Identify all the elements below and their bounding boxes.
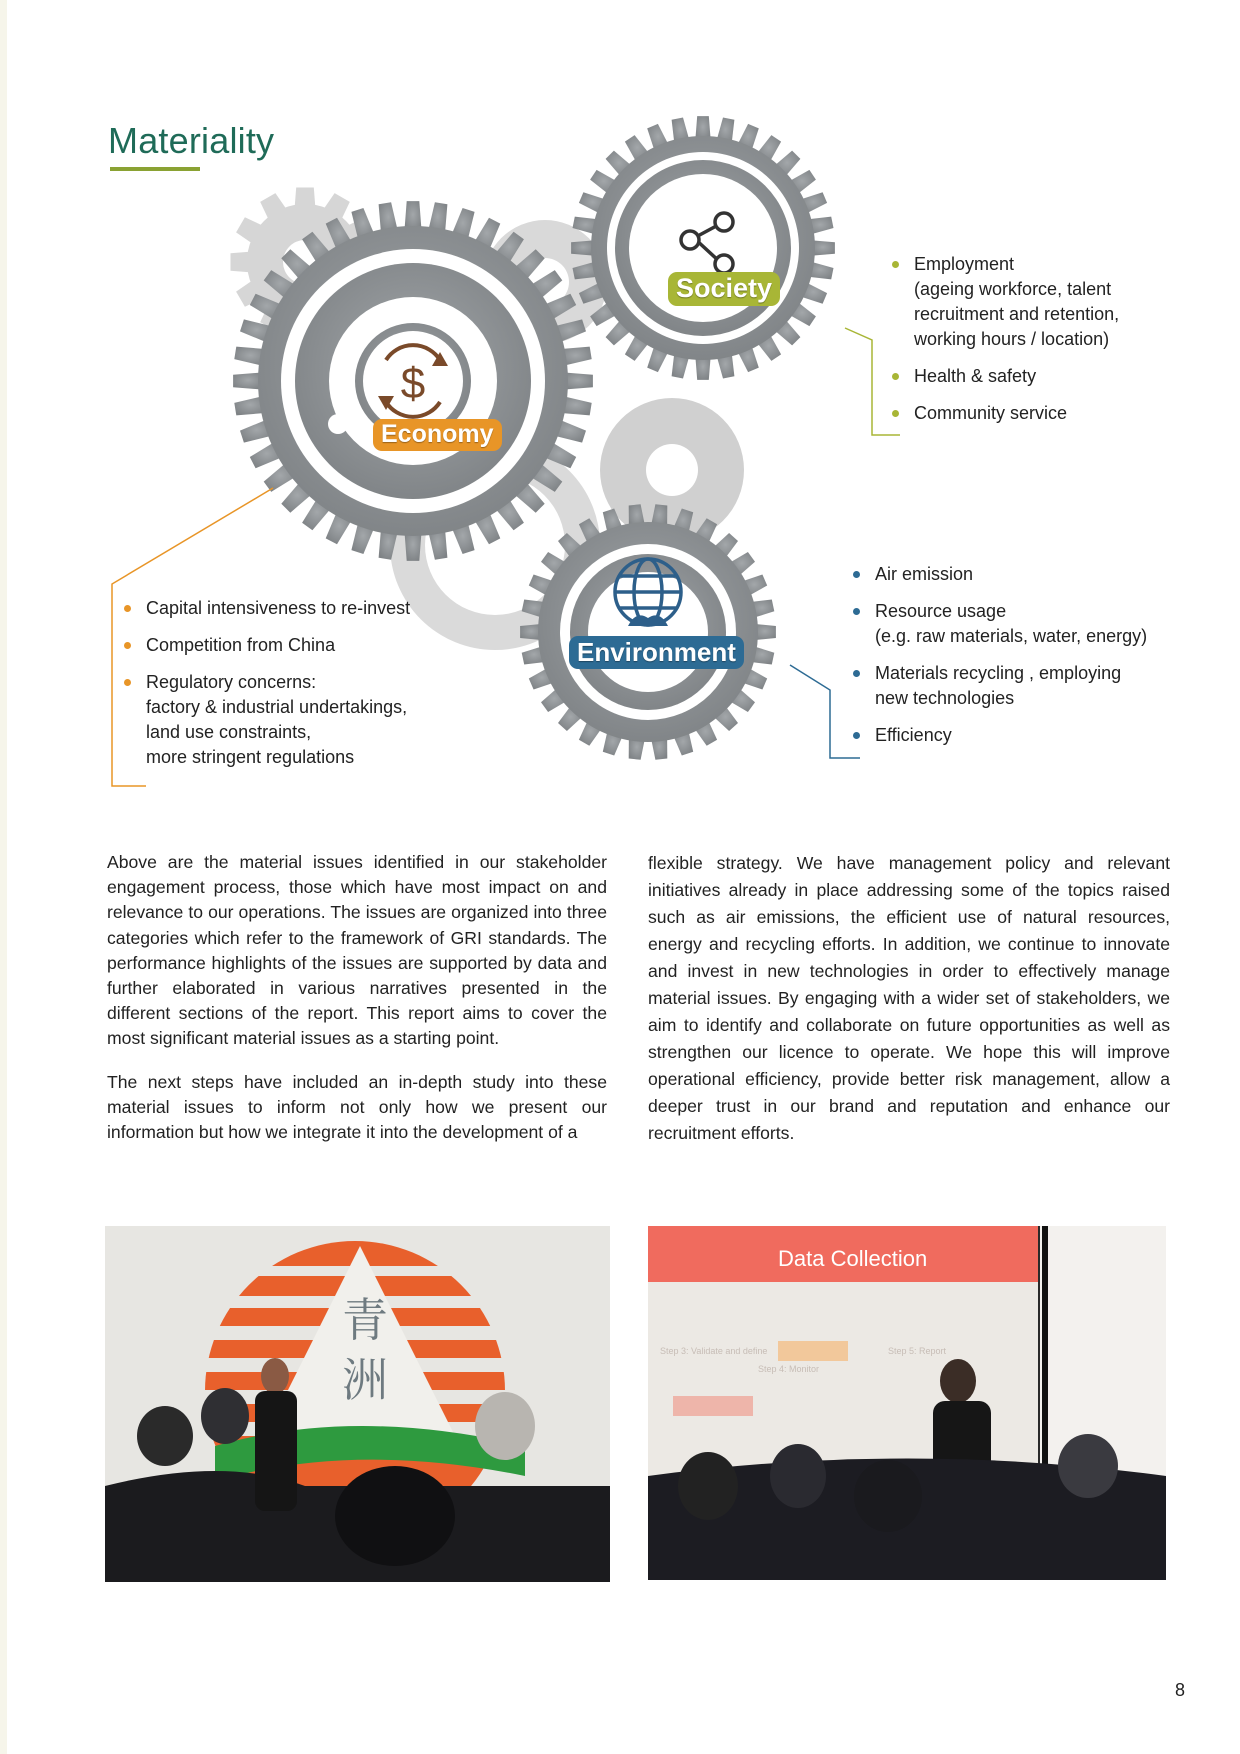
list-item: Air emission [849,562,1169,587]
background-gear-center [600,398,744,542]
body-paragraph-3: flexible strategy. We have management policy and relevant initiatives already in place addressing some of the topics raised such as air emissions, the efficient use of natural resources, energy and recycling efforts. In addition, we continue to innovate and invest in new technologies in order to effectively manage material issues. By engaging with a wider set of stakeholders, we aim to identify and collaborate on future opportunities as well as strengthen our licence to operate. We hope this will improve operational efficiency, provide better risk management, allow a deeper trust in our brand and reputation and enhance our recruitment efforts. [648,853,1170,1143]
society-issues-list [888,252,1148,438]
list-item: Competition from China [120,633,440,658]
workshop-photo-1-illustration [105,1226,610,1582]
page-title: Materiality [108,120,275,161]
svg-text:洲: 洲 [342,1353,388,1407]
svg-text:青: 青 [342,1293,388,1347]
list-item: Efficiency [849,723,1169,748]
list-item: Regulatory concerns: factory & industrial undertakings, land use constraints, more stringent regulations [120,670,440,770]
environment-issues-list [849,562,1169,760]
page-number: 8 [1175,1680,1186,1700]
workshop-photo-2 [648,1226,1166,1580]
list-item: Materials recycling , employing new technologies [849,661,1169,711]
list-item: Employment (ageing workforce, talent recruitment and retention, working hours / location) [888,252,1148,352]
slide-step4: Step 4: Monitor [758,1364,820,1374]
svg-text:$: $ [400,359,426,408]
economy-issues-list [120,596,440,782]
gear-tooth [231,252,252,273]
list-item: Resource usage (e.g. raw materials, water, energy) [849,599,1169,649]
economy-label: Economy [373,419,502,451]
body-paragraph-2: The next steps have included an in-depth study into these material issues to inform not only how we present our information but how we integrate it into the development of a [107,1072,607,1143]
list-item: Community service [888,401,1148,426]
body-paragraph-1: Above are the material issues identified in our stakeholder engagement process, those which have most impact on and relevance to our operations. The issues are organized into three categories which refer to the framework of GRI standards. The performance highlights of the issues are supported by data and further elaborated in various narratives presented in the different sections of the report. This report aims to cover the most significant material issues as a starting point. [107,852,607,1049]
gear-tooth [295,188,316,209]
environment-label: Environment [569,636,744,669]
list-item: Capital intensiveness to re-invest [120,596,440,621]
list-item: Health & safety [888,364,1148,389]
workshop-photo-2-illustration [648,1226,1166,1580]
workshop-photo-1 [105,1226,610,1582]
slide-step3: Step 3: Validate and define [660,1346,768,1356]
slide-title: Data Collection [778,1246,928,1271]
slide-step5: Step 5: Report [888,1346,947,1356]
society-label: Society [668,272,780,306]
